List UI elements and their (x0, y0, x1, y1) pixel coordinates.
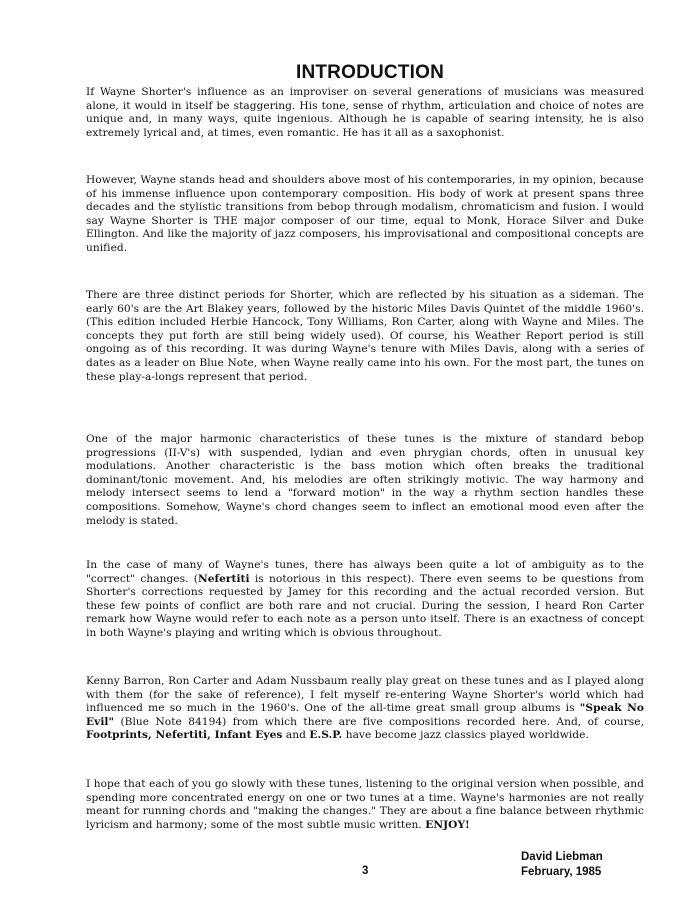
text-run: (Blue Note 84194) from which there are five compositions recorded here. And, of course, (114, 715, 644, 728)
bold-text-run: Footprints, Nefertiti, Infant Eyes (86, 729, 283, 742)
intro-paragraph-4 (86, 433, 644, 528)
intro-paragraph-3 (86, 289, 644, 384)
intro-paragraph-5 (86, 559, 644, 641)
page-number: 3 (362, 865, 369, 877)
intro-paragraph-7 (86, 778, 644, 832)
text-run: One of the major harmonic characteristics of these tunes is the mixture of standard bebop progressions (II-V's) with suspended, lydian and even phrygian chords, often in unusual key modulations. Another characteristic is the bass motion which often breaks the traditional dominant/tonic movement. And, his melodies are often strikingly motivic. The way harmony and melody intersect seems to lend a "forward motion" in the way a rhythm section handles these compositions. Somehow, Wayne's chord changes seem to inflect an emotional mood even after the melody is stated. (86, 433, 644, 527)
text-run: is notorious in this respect). There even seems to be questions from Shorter's corrections requested by Jamey for this recording and the actual recorded version. But these few points of conflict are both rare and not crucial. During the session, I heard Ron Carter remark how Wayne would refer to each note as a person unto itself. There is an exactness of concept in both Wayne's playing and writing which is obvious throughout. (86, 572, 644, 639)
text-run: However, Wayne stands head and shoulders above most of his contemporaries, in my opinion, because of his immense influence upon contemporary composition. His body of work at present spans three decades and the stylistic transitions from bebop through modalism, chromaticism and fusion. I would say Wayne Shorter is THE major composer of our time, equal to Monk, Horace Silver and Duke Ellington. And like the majority of jazz composers, his improvisational and compositional concepts are unified. (86, 174, 644, 254)
intro-paragraph-1 (86, 86, 644, 140)
intro-paragraph-2 (86, 174, 644, 256)
bold-text-run: ENJOY! (425, 818, 470, 831)
page-title: INTRODUCTION (295, 62, 445, 83)
text-run: Kenny Barron, Ron Carter and Adam Nussbaum really play great on these tunes and as I played along with them (for the sake of reference), I felt myself re-entering Wayne Shorter's world which had influenced me so much in the 1960's. One of the all-time great small group albums is (86, 675, 644, 715)
text-run: If Wayne Shorter's influence as an improviser on several generations of musicians was measured alone, it would in itself be staggering. His tone, sense of rhythm, articulation and choice of notes are unique and, in many ways, quite ingenious. Although he is capable of searing intensity, he is also extremely lyrical and, at times, even romantic. He has it all as a saxophonist. (86, 86, 644, 139)
text-run: have become jazz classics played worldwide. (342, 729, 589, 742)
author-name: David Liebman (521, 851, 603, 863)
text-run: In the case of many of Wayne's tunes, there has always been quite a lot of ambiguity as to the "correct" changes. ( (86, 559, 644, 585)
text-run: and (282, 729, 310, 742)
signature-date: February, 1985 (521, 865, 602, 878)
text-run: There are three distinct periods for Shorter, which are reflected by his situation as a sideman. The early 60's are the Art Blakey years, followed by the historic Miles Davis Quintet of the middle 1960's. (This edition included Herbie Hancock, Tony Williams, Ron Carter, along with Wayne and Miles. The concepts they put forth are still being widely used). Of course, his Weather Report period is still ongoing as of this recording. It was during Wayne's tenure with Miles Davis, along with a series of dates as a leader on Blue Note, when Wayne really came into his own. For the most part, the tunes on these play-a-longs represent that period. (86, 289, 644, 383)
bold-text-run: "Speak No Evil" (86, 702, 644, 728)
text-run: I hope that each of you go slowly with these tunes, listening to the original version when possible, and spending more concentrated energy on one or two tunes at a time. Wayne's harmonies are not really meant for running chords and "making the changes." They are about a fine balance between rhythmic lyricism and harmony; some of the most subtle music written. (86, 778, 644, 831)
author-signature (521, 850, 603, 879)
bold-text-run: Nefertiti (197, 572, 250, 585)
bold-text-run: E.S.P. (309, 729, 343, 742)
intro-paragraph-6 (86, 675, 644, 743)
